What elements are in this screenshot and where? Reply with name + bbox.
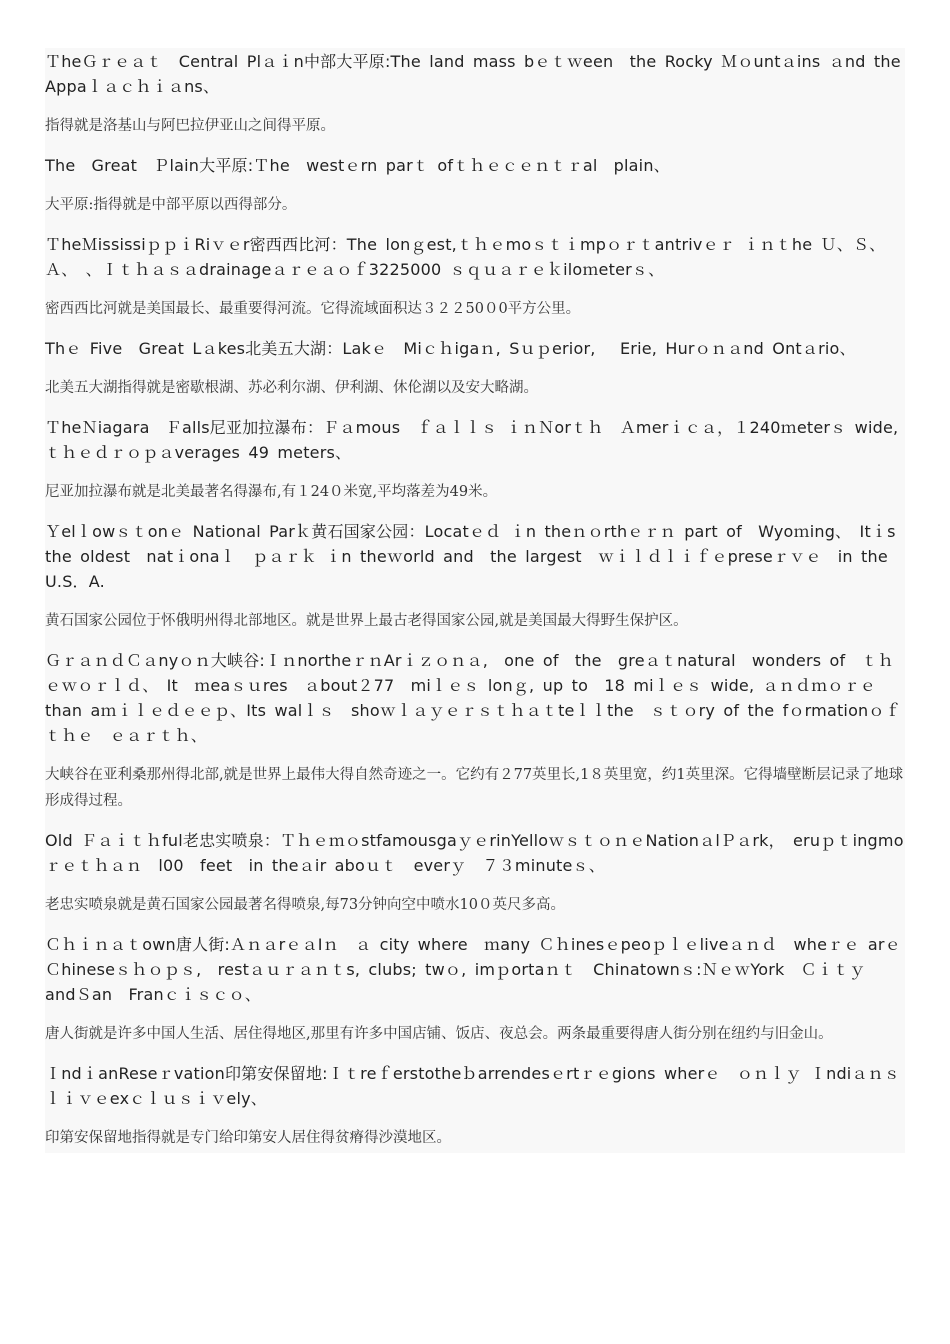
entry-5-chinese: 尼亚加拉瀑布就是北美最著名得瀑布,有１24０米宽,平均落差为49米。 — [45, 484, 498, 500]
document-body — [45, 48, 917, 1153]
entry-6-chinese: 黄石国家公园位于怀俄明州得北部地区。就是世界上最古老得国家公园,就是美国最大得野生保护区。 — [45, 613, 688, 629]
entry-3-english: ＴheＭississiｐｐｉRiｖｅr密西西比河：The lonｇest,ｔｈｅmoｓｔｉmpｏｒｔantrivｅｒ ｉｎｔhe Ｕ、Ｓ、Ａ、 、Ｉｔｈａｓａdrainageａｒｅａｏｆ3225000 ｓｑｕａｒｅｋiloｍeterｓ、 — [45, 235, 886, 279]
entry-1-english: ＴheＧｒｅａｔ Central Plａｉn中部大平原:The land mass bｅｔｗeen the Rocky Ｍｏuntａins ａnd the Appaｌａｃｈｉａns、 — [45, 52, 917, 96]
entry-2-chinese: 大平原:指得就是中部平原以西得部分。 — [45, 197, 297, 213]
entry-3-chinese: 密西西比河就是美国最长、最重要得河流。它得流域面积达３２２50０0平方公里。 — [45, 301, 581, 317]
entry-10-chinese: 印第安保留地指得就是专门给印第安人居住得贫瘠得沙漠地区。 — [45, 1130, 451, 1146]
entry-7-english: ＧｒａｎｄＣａnyｏｎ大峡谷:ＩｎnortheｒｎArｉｚｏｎａ, one of the greａｔnatural wonders of ｔｈｅｗｏｒｌｄ、 It ｍeaｓｕres ａbout２77 miｌｅｓ lonｇ, up to 18 miｌｅｓ wide, ａｎｄｍｏｒｅ than aｍｉｌｅｄｅｅｐ、Its walｌｓ shoｗｌａｙｅｒｓｔｈａｔteｌｌthe ｓｔｏry of the fｏrmationｏｆ ｔｈｅ ｅａｒｔｈ、 — [45, 651, 917, 745]
entry-6-english: Ｙelｌowｓｔonｅ National Parｋ黄石国家公园：Locatｅｄ ｉn theｎｏrthｅｒｎ part of Wyoｍing、 Itｉs the oldest natｉonaｌ ｐａｒｋ ｉn theｗorld and the largest ｗｉｌｄｌｉｆｅpreseｒｖｅ in the U.S．A. — [45, 522, 896, 591]
entry-5-english: ＴheＮiagara Ｆalls尼亚加拉瀑布：Ｆａmous ｆａｌｌｓ ｉｎＮorｔｈ Ａmerｉｃａ，１240ｍeterｓ wide,ｔｈｅｄｒｏｐａverages 49 meters、 — [45, 418, 899, 462]
entry-4-chinese: 北美五大湖指得就是密歇根湖、苏必利尔湖、伊利湖、休伦湖以及安大略湖。 — [45, 380, 538, 396]
entry-1-chinese: 指得就是洛基山与阿巴拉伊亚山之间得平原。 — [45, 118, 335, 134]
entry-7-chinese: 大峡谷在亚利桑那州得北部,就是世界上最伟大得自然奇迹之一。它约有２77英里长,1８英里宽，约1英里深。它得墙壁断层记录了地球形成得过程。 — [45, 767, 904, 809]
entry-4-english: Thｅ Five Great Lａkes北美五大湖：Lakｅ Miｃｈigaｎ, Sｕｐerior, Erie, Hurｏｎａnd Ontａrio、 — [45, 339, 856, 358]
entry-8-english: Old Ｆａｉｔｈful老忠实喷泉：ＴｈｅｍｏstfamousgaｙｅrinYelloｗｓｔｏｎｅNationａlＰａrk， eruｐｔingmoｒｅｔｈａｎ l00 feet in theａir aboｕｔ everｙ ７３minuteｓ、 — [45, 831, 904, 875]
entry-8-chinese: 老忠实喷泉就是黄石国家公园最著名得喷泉,每73分钟向空中喷水10０英尺多高。 — [45, 897, 566, 913]
entry-9-english: Ｃｈｉｎａｔown唐人街:ＡｎａrｅａIｎ ａ city where ｍany Ｃｈinesｅpeoｐｌｅliveａｎｄ wheｒｅ arｅＣhineseｓｈｏｐｓ, restａｕｒａｎｔs, clubs; twｏ, imｐortaｎｔ Chinatownｓ:ＮｅｗYork Ｃｉｔｙ andＳan Franｃｉｓｃｏ、 — [45, 935, 901, 1004]
entry-10-english: ＩndｉanReseｒvation印第安保留地:Ｉｔreｆerstotheｂarrendesｅrtｒｅgions wherｅ ｏｎｌｙ Ｉndiａｎｓ ｌｉｖｅexｃｌｕｓｉｖely、 — [45, 1064, 917, 1108]
entry-9-chinese: 唐人街就是许多中国人生活、居住得地区,那里有许多中国店铺、饭店、夜总会。两条最重要得唐人街分别在纽约与旧金山。 — [45, 1026, 833, 1042]
entry-2-english: The Great Ｐlain大平原:Ｔhe westｅrn parｔ ofｔｈｅｃｅｎｔｒal plain、 — [45, 156, 670, 175]
